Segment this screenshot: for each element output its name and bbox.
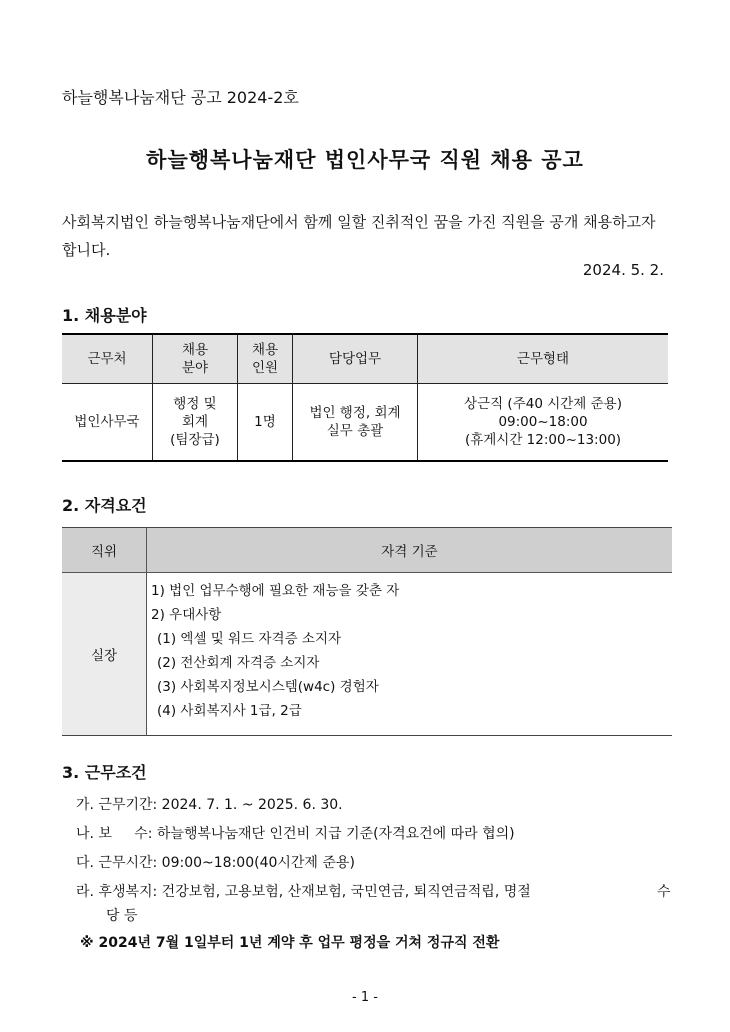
header-field-text: 채용 분야 xyxy=(181,342,209,376)
header-duties: 담당업무 xyxy=(293,334,418,384)
intro-paragraph: 사회복지법인 하늘행복나눔재단에서 함께 일할 진취적인 꿈을 가진 직원을 공개 채용하고자 합니다. xyxy=(62,213,656,259)
header-field xyxy=(153,334,238,384)
requirement-subitem: (2) 전산회계 자격증 소지자 xyxy=(157,655,320,671)
cell-workplace: 법인사무국 xyxy=(62,384,153,462)
requirement-item: 2) 우대사항 xyxy=(151,607,222,623)
requirement-subitem: (1) 엑셀 및 워드 자격증 소지자 xyxy=(157,631,342,647)
header-position: 직위 xyxy=(62,528,147,573)
notice-number: 하늘행복나눔재단 공고 2024-2호 xyxy=(62,88,299,107)
cell-work-type-text: 상근직 (주40 시간제 준용) 09:00~18:00 (휴게시간 12:00~13:00) xyxy=(464,396,622,448)
section-heading-qualifications: 2. 자격요건 xyxy=(62,496,147,515)
header-headcount xyxy=(238,334,293,384)
cell-headcount: 1명 xyxy=(238,384,293,462)
table-header-row xyxy=(62,528,672,573)
cell-requirements xyxy=(147,573,673,736)
condition-item-salary: 나. 보 수: 하늘행복나눔재단 인건비 지급 기준(자격요건에 따라 협의) xyxy=(76,826,515,842)
requirement-subitem: (4) 사회복지사 1급, 2급 xyxy=(157,703,302,719)
condition-item-period: 가. 근무기간: 2024. 7. 1. ~ 2025. 6. 30. xyxy=(76,797,343,813)
section-heading-recruitment-field: 1. 채용분야 xyxy=(62,306,147,325)
cell-work-type xyxy=(418,384,669,462)
requirement-subitem: (3) 사회복지정보시스템(w4c) 경험자 xyxy=(157,679,379,695)
condition-item-welfare: 라. 후생복지: 건강보험, 고용보험, 산재보험, 국민연금, 퇴직연금적립, 명절 xyxy=(76,884,531,900)
cell-field-text: 행정 및 회계 (팀장급) xyxy=(170,396,220,448)
header-work-type: 근무형태 xyxy=(418,334,669,384)
section-heading-work-conditions: 3. 근무조건 xyxy=(62,763,147,782)
document-title: 하늘행복나눔재단 법인사무국 직원 채용 공고 xyxy=(146,148,584,172)
document-date: 2024. 5. 2. xyxy=(582,261,664,279)
table-row xyxy=(62,384,668,462)
condition-item-hours: 다. 근무시간: 09:00~18:00(40시간제 준용) xyxy=(76,855,355,871)
table-header-row xyxy=(62,334,668,384)
condition-item-welfare-continuation: 당 등 xyxy=(106,908,138,924)
requirement-item: 1) 법인 업무수행에 필요한 재능을 갖춘 자 xyxy=(151,583,400,599)
page-number: - 1 - xyxy=(352,990,378,1005)
table-row xyxy=(62,573,672,736)
header-workplace: 근무처 xyxy=(62,334,153,384)
recruitment-field-table xyxy=(62,333,668,462)
qualifications-table xyxy=(62,527,672,736)
cell-duties-text: 법인 행정, 회계 실무 총괄 xyxy=(309,405,401,439)
cell-position: 실장 xyxy=(62,573,147,736)
condition-item-welfare-suffix: 수 xyxy=(657,884,671,900)
header-criteria: 자격 기준 xyxy=(147,528,673,573)
employment-note: ※ 2024년 7월 1일부터 1년 계약 후 업무 평정을 거쳐 정규직 전환 xyxy=(80,935,500,951)
cell-duties xyxy=(293,384,418,462)
cell-field xyxy=(153,384,238,462)
header-headcount-text: 채용 인원 xyxy=(251,342,279,376)
